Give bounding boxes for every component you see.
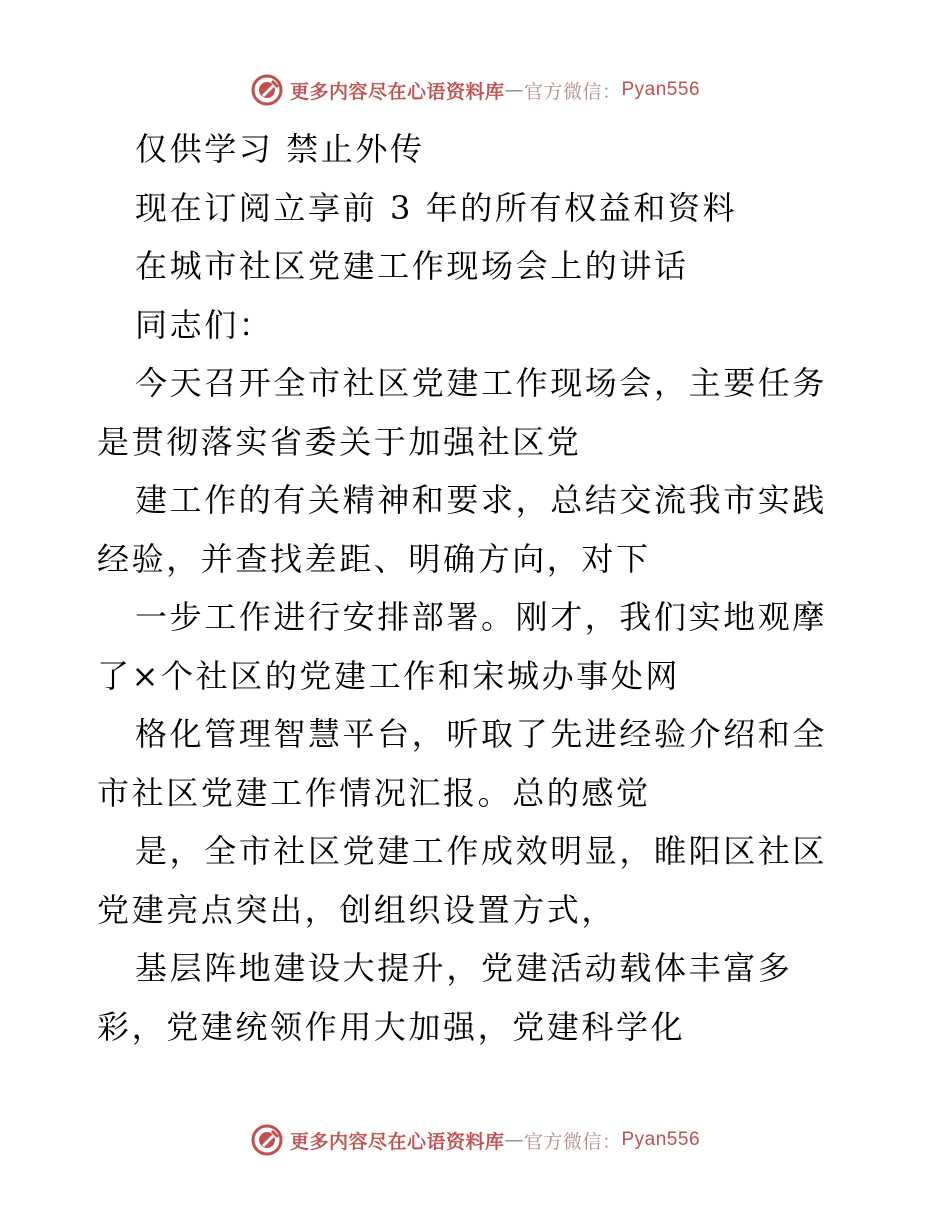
stamp-logo-icon bbox=[250, 1123, 284, 1157]
paragraph-notice: 仅供学习 禁止外传 bbox=[135, 130, 425, 168]
banner-label: 官方微信： bbox=[523, 80, 622, 103]
header-banner bbox=[0, 70, 950, 110]
footer-banner bbox=[0, 1120, 950, 1160]
document-title: 在城市社区党建工作现场会上的讲话 bbox=[135, 247, 689, 285]
paragraph-subscribe: 现在订阅立享前 3 年的所有权益和资料 bbox=[135, 188, 738, 227]
paragraph-body: 今天召开全市社区党建工作现场会，主要任务是贯彻落实省委关于加强社区党 bbox=[97, 364, 828, 461]
banner-label: 官方微信： bbox=[523, 1130, 622, 1153]
document-body bbox=[97, 120, 857, 1056]
paragraph-body: 格化管理智慧平台，听取了先进经验介绍和全市社区党建工作情况汇报。总的感觉 bbox=[97, 715, 828, 812]
banner-separator: — bbox=[504, 1129, 524, 1151]
paragraph-body: 建工作的有关精神和要求，总结交流我市实践经验，并查找差距、明确方向，对下 bbox=[97, 481, 828, 578]
paragraph-body: 是，全市社区党建工作成效明显，睢阳区社区党建亮点突出，创组织设置方式， bbox=[97, 832, 828, 929]
paragraph-salutation: 同志们： bbox=[135, 305, 274, 344]
banner-wechat-id: Pyan556 bbox=[621, 79, 701, 100]
stamp-logo-icon bbox=[250, 73, 284, 107]
banner-separator: — bbox=[504, 79, 524, 101]
paragraph-body: 基层阵地建设大提升，党建活动载体丰富多彩，党建统领作用大加强，党建科学化 bbox=[97, 949, 793, 1046]
banner-main-text: 更多内容尽在心语资料库 bbox=[289, 80, 505, 103]
banner-wechat-id: Pyan556 bbox=[621, 1129, 701, 1150]
banner-main-text: 更多内容尽在心语资料库 bbox=[289, 1130, 505, 1153]
paragraph-body: 一步工作进行安排部署。刚才，我们实地观摩了×个社区的党建工作和宋城办事处网 bbox=[97, 598, 828, 695]
